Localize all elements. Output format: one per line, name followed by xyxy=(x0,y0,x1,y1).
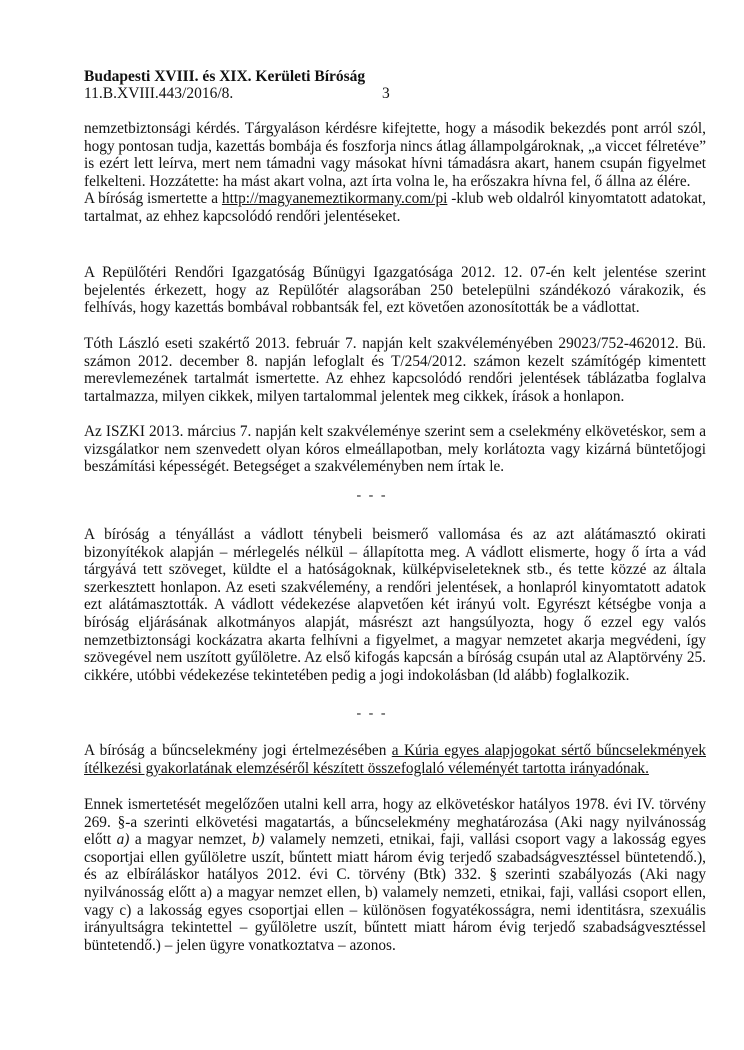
paragraph-testimony xyxy=(84,120,706,226)
testimony-text: nemzetbiztonsági kérdés. Tárgyaláson kérdésre kifejtette, hogy a második bekezdés pont arról szól, hogy pontosan tudja, kazettás bombája és foszforja nincs átlag állampolgároknak, „a viccet félretéve” is ezért lett leírva, mert nem támadni vagy másokat hívni támadásra akart, hanem csupán figyelmet felkelteni. Hozzátette: ha mást akart volna, azt írta volna le, ha erőszakra hívna fel, ő állna az élére. xyxy=(84,120,706,190)
legal-item-b: b) xyxy=(251,831,265,849)
court-name: Budapesti XVIII. és XIX. Kerületi Bíróság xyxy=(84,68,366,85)
kuria-prefix: A bíróság a bűncselekmény jogi értelmezésében xyxy=(84,742,392,759)
legal-text-a: Ennek ismertetését megelőzően utalni kell arra, hogy az elkövetéskor hatályos 1978. évi IV. törvény 269. §-a szerinti elkövetési magatartás, a bűncselekmény meghatározása (Aki nagy nyilvánosság előtt xyxy=(84,796,706,849)
website-paragraph xyxy=(84,190,706,225)
kuria-text xyxy=(84,742,706,777)
website-suffix: -klub web oldalról kinyomtatott adatokat, tartalmat, az ehhez kapcsolódó rendőri jelentéseket. xyxy=(84,190,706,225)
website-prefix: A bíróság ismertette a xyxy=(84,190,222,208)
iszki-text: Az ISZKI 2013. március 7. napján kelt szakvéleménye szerint sem a cselekmény elkövetéskor, sem a vizsgálatkor nem szenvedett olyan kóros elmeállapotban, mely korlátozta vagy kizárná büntetőjogi beszámítási képességét. Betegséget a szakvéleményben nem írtak le. xyxy=(84,423,706,476)
paragraph-legal-basis xyxy=(84,796,706,954)
website-link[interactable]: http://magyanemeztikormany.com/pi xyxy=(221,190,448,208)
findings-text: A bíróság a tényállást a vádlott ténybeli beismerő vallomása és az azt alátámasztó okirati bizonyítékok alapján – mérlegelés nélkül – állapította meg. A vádlott elismerte, hogy ő írta a vád tárgyává tett szöveget, küldte el a hatóságoknak, külképviseleteknek stb., és tette közzé az általa szerkesztett honlapon. Az eseti szakvélemény, a rendőri jelentések, a honlapról kinyomtatott adatok ezt alátámasztották. A vádlott védekezése alapvetően két irányú volt. Egyrészt kétségbe vonja a bíróság eljárásának alkotmányos alapját, másrészt azt hangsúlyozta, hogy ő ezzel egy valós nemzetbiztonsági kockázatra akarta felhívni a figyelmet, a magyar nemzetet akarja megvédeni, így szövegével nem uszított gyűlöletre. Az első kifogás kapcsán a bíróság csupán utal az Alaptörvény 25. cikkére, utóbbi védekezése tekintetében pedig a jogi indokolásban (ld alább) foglalkozik. xyxy=(84,526,706,684)
kuria-reference: a Kúria egyes alapjogokat sértő bűncselekmények ítélkezési gyakorlatának elemzéséről készített összefoglaló véleményét tartotta irányadónak. xyxy=(84,742,706,777)
paragraph-findings xyxy=(84,526,706,684)
legal-text-b: a magyar nemzet, xyxy=(129,831,252,849)
paragraph-expert-opinion xyxy=(84,335,706,405)
legal-basis-text xyxy=(84,796,706,954)
paragraph-iszki xyxy=(84,423,706,476)
case-number: 11.B.XVIII.443/2016/8. xyxy=(84,85,234,102)
legal-item-a: a) xyxy=(116,831,130,849)
section-separator: - - - xyxy=(356,488,388,503)
section-separator: - - - xyxy=(356,706,388,721)
police-report-text: A Repülőtéri Rendőri Igazgatóság Bűnügyi Igazgatósága 2012. 12. 07-én kelt jelentése szerint bejelentés érkezett, hogy az Repülőtér alagsorában 250 betelepülni szándékozó várakozik, és felhívás, hogy kazettás bombával robbantsák fel, ezt követően azonosították be a vádlottat. xyxy=(84,264,706,317)
expert-opinion-text: Tóth László eseti szakértő 2013. február 7. napján kelt szakvéleményében 29023/752-462012. Bü. számon 2012. december 8. napján lefoglalt és T/254/2012. számon kezelt számítógép kimentett merevlemezének tartalmát ismertette. Az ehhez kapcsolódó rendőri jelentések táblázatba foglalva tartalmazza, milyen cikkek, milyen tartalommal jelentek meg cikkek, írások a honlapon. xyxy=(84,335,706,405)
page-number: 3 xyxy=(382,85,390,102)
paragraph-kuria xyxy=(84,742,706,777)
paragraph-police-report xyxy=(84,264,706,317)
legal-text-c: valamely nemzeti, etnikai, faji, vallási csoport vagy a lakosság egyes csoportjai ellen gyűlöletre uszít, bűntett miatt három évig terjedő szabadságvesztéssel büntetendő.), és az elbíráláskor hatályos 2012. évi C. törvény (Btk) 332. § szerinti szabályozás (Aki nagy nyilvánosság előtt a) a magyar nemzet ellen, b) valamely nemzeti, etnikai, faji, vallási csoport ellen, vagy c) a lakosság egyes csoportjai ellen – különösen fogyatékosságra, nemi identitásra, szexuális irányultságra tekintettel – gyűlöletre uszít, bűntett miatt három évig terjedő szabadságvesztéssel büntetendő.) – jelen ügyre vonatkoztatva – azonos. xyxy=(84,831,706,954)
